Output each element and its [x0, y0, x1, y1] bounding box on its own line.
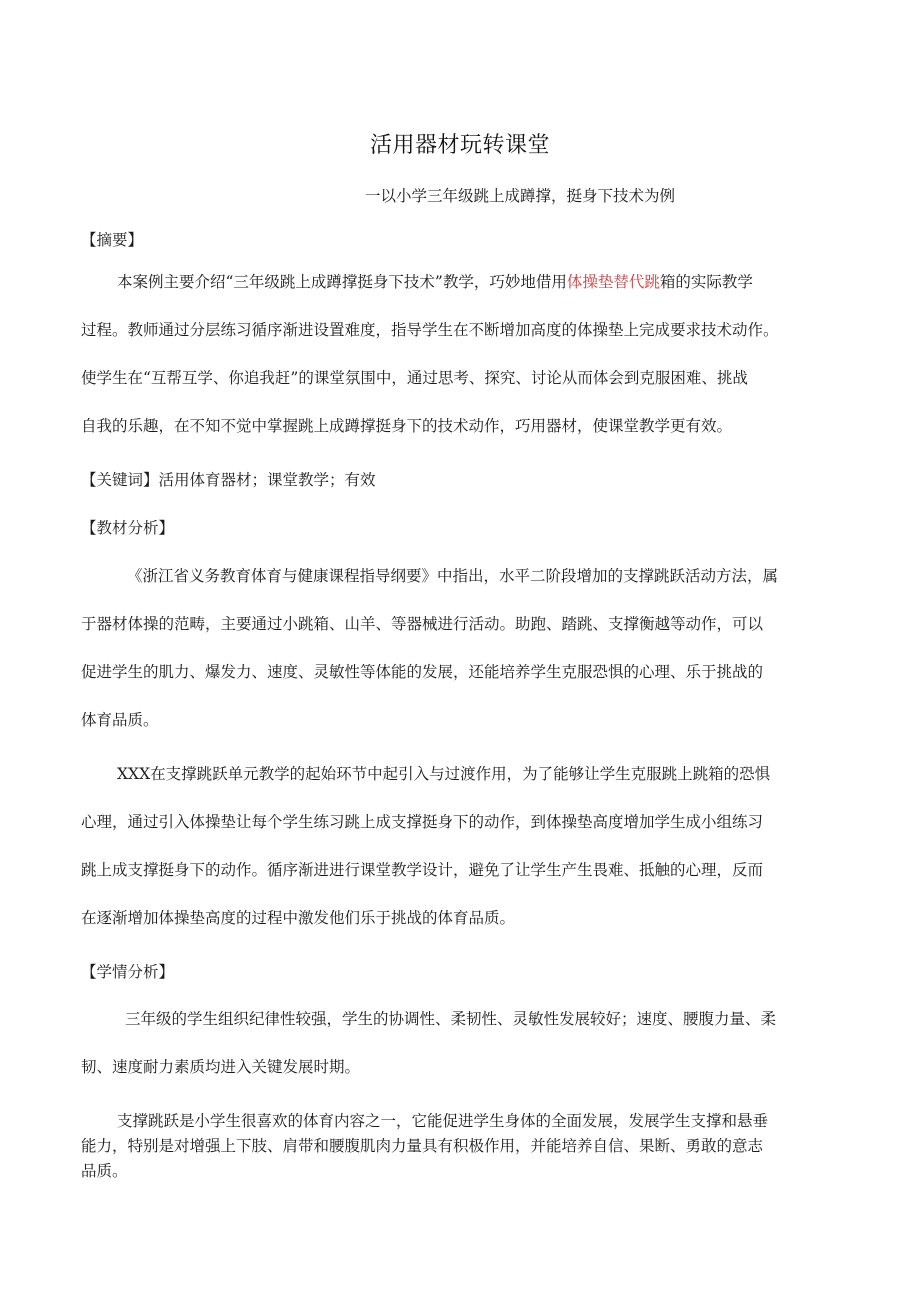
- students-heading: 【学情分析】: [81, 963, 175, 981]
- abstract-line-1-post: 箱的实际教学: [659, 273, 753, 291]
- material-p1-line-4: 体育品质。: [81, 711, 159, 729]
- material-heading: 【教材分析】: [81, 519, 175, 537]
- abstract-line-1-pre: 本案例主要介绍“三年级跳上成蹲撑挺身下技术”教学，巧妙地借用: [117, 273, 567, 291]
- students-paragraph-2: [81, 1109, 851, 1184]
- abstract-line-3: 使学生在“互帮互学、你追我赶”的课堂氛围中，通过思考、探究、讨论从而体会到克服困难、挑战: [81, 369, 748, 387]
- material-p2-line-4: 在逐渐增加体操垫高度的过程中激发他们乐于挑战的体育品质。: [81, 909, 516, 927]
- abstract-line-2: 过程。教师通过分层练习循序渐进设置难度，指导学生在不断增加高度的体操垫上完成要求技术动作。: [81, 321, 779, 339]
- abstract-paragraph: [81, 258, 851, 450]
- material-paragraph-1: [81, 552, 851, 744]
- document-title: 活用器材玩转课堂: [369, 133, 550, 158]
- material-p1-line-3: 促进学生的肌力、爆发力、速度、灵敏性等体能的发展，还能培养学生克服恐惧的心理、乐于挑战的: [81, 663, 764, 681]
- material-p2-line-1: XXX在支撑跳跃单元教学的起始环节中起引入与过渡作用，为了能够让学生克服跳上跳箱的恐惧: [117, 765, 771, 783]
- document-subtitle: 一以小学三年级跳上成蹲撑，挺身下技术为例: [364, 187, 675, 205]
- students-p1-line-1: 三年级的学生组织纪律性较强，学生的协调性、柔韧性、灵敏性发展较好；速度、腰腹力量、柔: [125, 1010, 777, 1028]
- abstract-highlight: 体操垫替代跳: [566, 273, 660, 291]
- material-p1-line-1: 《浙江省义务教育体育与健康课程指导纲要》中指出，水平二阶段增加的支撑跳跃活动方法，属: [127, 567, 779, 585]
- material-p2-line-2: 心理，通过引入体操垫让每个学生练习跳上成支撑挺身下的动作，到体操垫高度增加学生成小组练习: [81, 813, 764, 831]
- abstract-heading: 【摘要】: [81, 231, 144, 249]
- students-paragraph-1: [81, 995, 851, 1091]
- abstract-line-4: 自我的乐趣，在不知不觉中掌握跳上成蹲撑挺身下的技术动作，巧用器材，使课堂教学更有效。: [81, 417, 733, 435]
- material-p2-line-3: 跳上成支撑挺身下的动作。循序渐进进行课堂教学设计，避免了让学生产生畏难、抵触的心理，反而: [81, 861, 764, 879]
- material-p1-line-2: 于器材体操的范畴，主要通过小跳箱、山羊、等器械进行活动。助跑、踏跳、支撑衡越等动作，可以: [81, 615, 764, 633]
- material-paragraph-2: [81, 750, 851, 942]
- students-p2-line-3: 品质。: [81, 1162, 128, 1180]
- students-p2-line-1: 支撑跳跃是小学生很喜欢的体育内容之一，它能促进学生身体的全面发展，发展学生支撑和悬垂: [117, 1112, 769, 1130]
- students-p1-line-2: 韧、速度耐力素质均进入关键发展时期。: [81, 1058, 361, 1076]
- keywords-line: 【关键词】活用体育器材；课堂教学；有效: [81, 471, 376, 489]
- abstract-line-1: [81, 258, 851, 306]
- students-p2-line-2: 能力，特别是对增强上下肢、肩带和腰腹肌肉力量具有积极作用，并能培养自信、果断、勇敢的意志: [81, 1137, 764, 1155]
